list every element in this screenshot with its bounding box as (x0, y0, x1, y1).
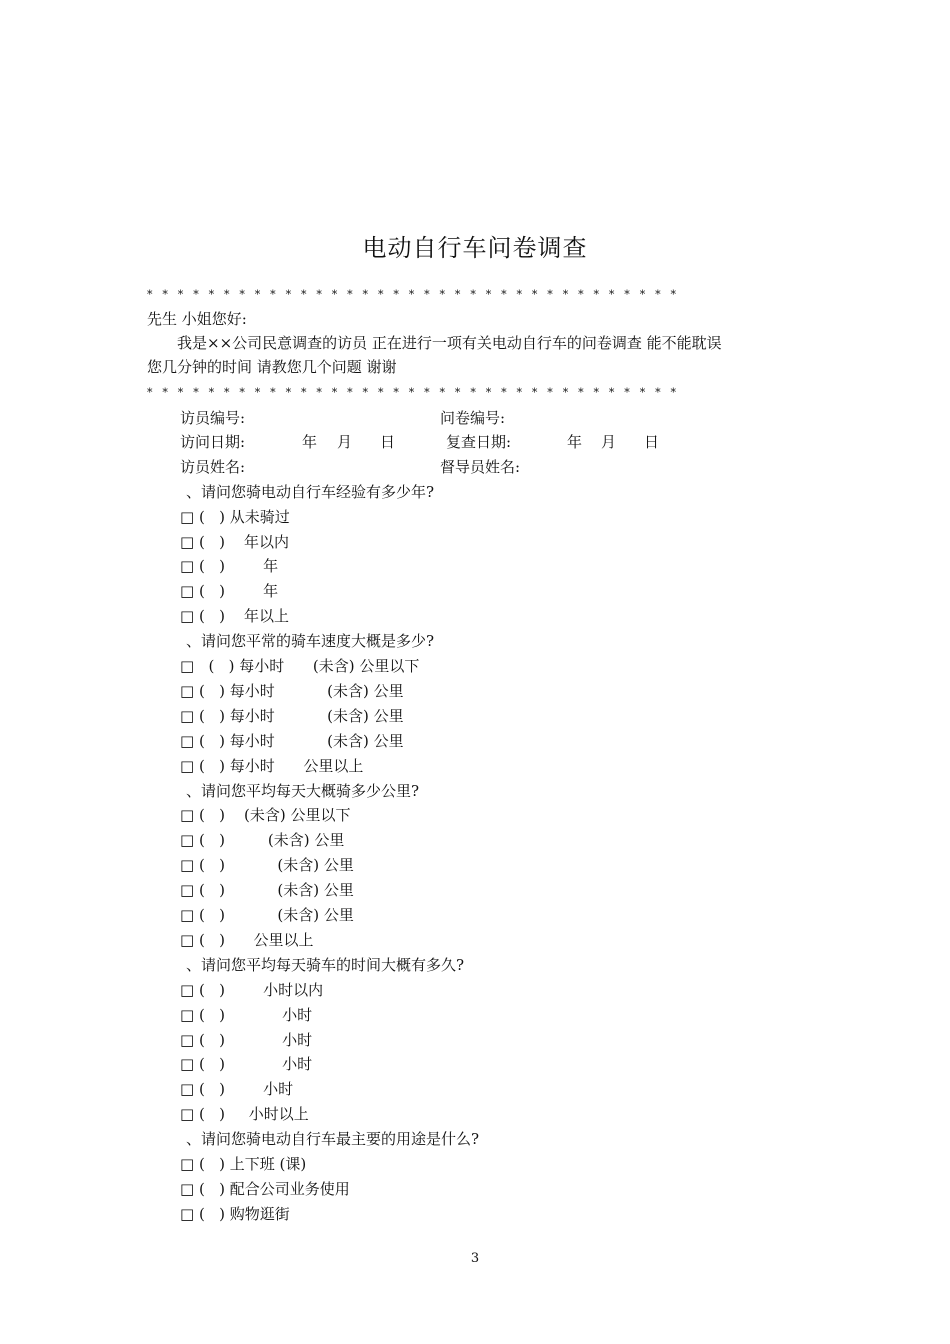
q2-option-1[interactable]: □ ( ) 每小时 (未含) 公里以下 (180, 657, 420, 675)
divider-bottom: * * * * * * * * * * * * * * * * * * * * * * * * * * * * * * * * * * * (147, 386, 680, 399)
interviewer-name-label: 访员姓名: (180, 458, 246, 476)
q3-option-3[interactable]: □ ( ) (未含) 公里 (180, 856, 354, 874)
q4-option-5[interactable]: □ ( ) 小时 (180, 1080, 294, 1098)
q5-option-1[interactable]: □ ( ) 上下班 (课) (180, 1155, 307, 1173)
question-2-text: 、请问您平常的骑车速度大概是多少? (186, 632, 435, 650)
question-1-text: 、请问您骑电动自行车经验有多少年? (186, 483, 435, 501)
greeting: 先生 小姐您好: (147, 310, 247, 328)
q2-option-5[interactable]: □ ( ) 每小时 公里以上 (180, 757, 364, 775)
q3-option-2[interactable]: □ ( ) (未含) 公里 (180, 831, 345, 849)
review-date-month: 月 (601, 433, 617, 451)
q5-option-2[interactable]: □ ( ) 配合公司业务使用 (180, 1180, 350, 1198)
questionnaire-no-label: 问卷编号: (440, 409, 506, 427)
q3-option-4[interactable]: □ ( ) (未含) 公里 (180, 881, 354, 899)
review-date-label: 复查日期: (446, 433, 512, 451)
question-3-text: 、请问您平均每天大概骑多少公里? (186, 782, 420, 800)
visit-date-year: 年 (302, 433, 318, 451)
q1-option-5[interactable]: □ ( ) 年以上 (180, 607, 290, 625)
divider-top: * * * * * * * * * * * * * * * * * * * * * * * * * * * * * * * * * * * (147, 288, 680, 301)
question-5-text: 、请问您骑电动自行车最主要的用途是什么? (186, 1130, 480, 1148)
q3-option-1[interactable]: □ ( ) (未含) 公里以下 (180, 806, 351, 824)
page-number: 3 (470, 1251, 480, 1266)
q3-option-6[interactable]: □ ( ) 公里以上 (180, 931, 314, 949)
q2-option-2[interactable]: □ ( ) 每小时 (未含) 公里 (180, 682, 404, 700)
intro-line-2: 您几分钟的时间 请教您几个问题 谢谢 (147, 358, 397, 376)
q1-option-3[interactable]: □ ( ) 年 (180, 557, 279, 575)
question-4-text: 、请问您平均每天骑车的时间大概有多久? (186, 956, 465, 974)
visit-date-month: 月 (337, 433, 353, 451)
q4-option-3[interactable]: □ ( ) 小时 (180, 1031, 313, 1049)
intro-line-1: 我是××公司民意调查的访员 正在进行一项有关电动自行车的问卷调查 能不能耽误 (147, 334, 722, 352)
q3-option-5[interactable]: □ ( ) (未含) 公里 (180, 906, 354, 924)
q4-option-2[interactable]: □ ( ) 小时 (180, 1006, 313, 1024)
supervisor-name-label: 督导员姓名: (440, 458, 521, 476)
review-date-day: 日 (644, 433, 660, 451)
q1-option-1[interactable]: □ ( ) 从未骑过 (180, 508, 290, 526)
document-title: 电动自行车问卷调查 (362, 234, 588, 262)
visit-date-day: 日 (380, 433, 396, 451)
q4-option-1[interactable]: □ ( ) 小时以内 (180, 981, 324, 999)
q4-option-6[interactable]: □ ( ) 小时以上 (180, 1105, 309, 1123)
q1-option-4[interactable]: □ ( ) 年 (180, 582, 279, 600)
review-date-year: 年 (567, 433, 583, 451)
q4-option-4[interactable]: □ ( ) 小时 (180, 1055, 313, 1073)
q1-option-2[interactable]: □ ( ) 年以内 (180, 533, 290, 551)
interviewer-no-label: 访员编号: (180, 409, 246, 427)
q2-option-3[interactable]: □ ( ) 每小时 (未含) 公里 (180, 707, 404, 725)
visit-date-label: 访问日期: (180, 433, 246, 451)
q5-option-3[interactable]: □ ( ) 购物逛街 (180, 1205, 290, 1223)
q2-option-4[interactable]: □ ( ) 每小时 (未含) 公里 (180, 732, 404, 750)
